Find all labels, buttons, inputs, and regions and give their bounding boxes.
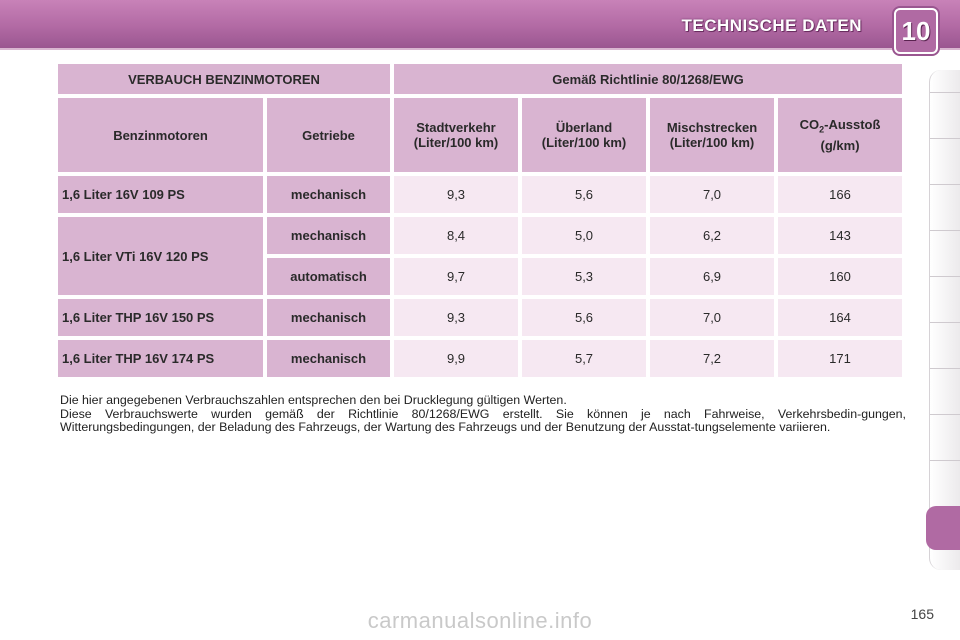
col-header-city: Stadtverkehr (Liter/100 km) xyxy=(394,98,518,172)
engine-cell: 1,6 Liter VTi 16V 120 PS xyxy=(58,217,263,295)
note-validity: Die hier angegebenen Verbrauchszahlen entsprechen den bei Drucklegung gültigen Werten. xyxy=(60,393,567,407)
co2-value: 160 xyxy=(778,258,902,295)
table-row xyxy=(58,299,902,336)
co2-value: 166 xyxy=(778,176,902,213)
table-row xyxy=(58,217,902,254)
side-tab-divider xyxy=(930,138,960,139)
co2-value: 171 xyxy=(778,340,902,377)
gearbox-cell: mechanisch xyxy=(267,340,390,377)
table-title: VERBAUCH BENZINMOTOREN xyxy=(58,64,390,94)
watermark: carmanualsonline.info xyxy=(367,608,593,633)
side-tab-divider xyxy=(930,368,960,369)
table-row xyxy=(58,340,902,377)
side-tab-divider xyxy=(930,92,960,93)
side-tab-active[interactable] xyxy=(926,506,960,550)
table-header-row xyxy=(58,98,902,172)
col-header-extra-urban: Überland (Liter/100 km) xyxy=(522,98,646,172)
engine-cell: 1,6 Liter THP 16V 174 PS xyxy=(58,340,263,377)
table-row xyxy=(58,176,902,213)
side-tab-divider xyxy=(930,184,960,185)
city-value: 9,3 xyxy=(394,176,518,213)
gearbox-cell: mechanisch xyxy=(267,217,390,254)
extra-urban-value: 5,6 xyxy=(522,176,646,213)
note-directive: Diese Verbrauchswerte wurden gemäß der Richtlinie 80/1268/EWG erstellt. Sie können je nach Fahrweise, Verkehrsbedin-gungen, Witterungsbedingungen, der Beladung des Fahrzeugs, der Wartung des Fahrzeugs und der Benutzung der Ausstat-tungselemente variieren. xyxy=(60,406,906,434)
side-tab-divider xyxy=(930,414,960,415)
combined-value: 7,0 xyxy=(650,176,774,213)
consumption-table xyxy=(54,60,906,381)
city-value: 9,3 xyxy=(394,299,518,336)
side-tab-divider xyxy=(930,460,960,461)
side-tab-divider xyxy=(930,230,960,231)
chapter-badge[interactable]: 10 xyxy=(894,8,938,54)
extra-urban-value: 5,7 xyxy=(522,340,646,377)
city-value: 9,7 xyxy=(394,258,518,295)
gearbox-cell: automatisch xyxy=(267,258,390,295)
consumption-notes xyxy=(60,394,906,435)
side-tab-divider xyxy=(930,276,960,277)
engine-cell: 1,6 Liter THP 16V 150 PS xyxy=(58,299,263,336)
col-header-gearbox: Getriebe xyxy=(267,98,390,172)
combined-value: 6,9 xyxy=(650,258,774,295)
extra-urban-value: 5,0 xyxy=(522,217,646,254)
extra-urban-value: 5,3 xyxy=(522,258,646,295)
page-number: 165 xyxy=(910,606,934,622)
combined-value: 6,2 xyxy=(650,217,774,254)
col-header-combined: Mischstrecken (Liter/100 km) xyxy=(650,98,774,172)
extra-urban-value: 5,6 xyxy=(522,299,646,336)
table-title-row xyxy=(58,64,902,94)
engine-cell: 1,6 Liter 16V 109 PS xyxy=(58,176,263,213)
side-tab-divider xyxy=(930,322,960,323)
table-directive: Gemäß Richtlinie 80/1268/EWG xyxy=(394,64,902,94)
co2-value: 164 xyxy=(778,299,902,336)
gearbox-cell: mechanisch xyxy=(267,176,390,213)
col-header-co2: $CO_2$-Ausstoß (g/km) xyxy=(778,98,902,172)
header-divider xyxy=(0,48,960,50)
co2-value: 143 xyxy=(778,217,902,254)
page-title: TECHNISCHE DATEN xyxy=(681,16,862,35)
chapter-side-tabs[interactable] xyxy=(929,70,960,570)
combined-value: 7,0 xyxy=(650,299,774,336)
gearbox-cell: mechanisch xyxy=(267,299,390,336)
combined-value: 7,2 xyxy=(650,340,774,377)
city-value: 8,4 xyxy=(394,217,518,254)
city-value: 9,9 xyxy=(394,340,518,377)
col-header-engine: Benzinmotoren xyxy=(58,98,263,172)
